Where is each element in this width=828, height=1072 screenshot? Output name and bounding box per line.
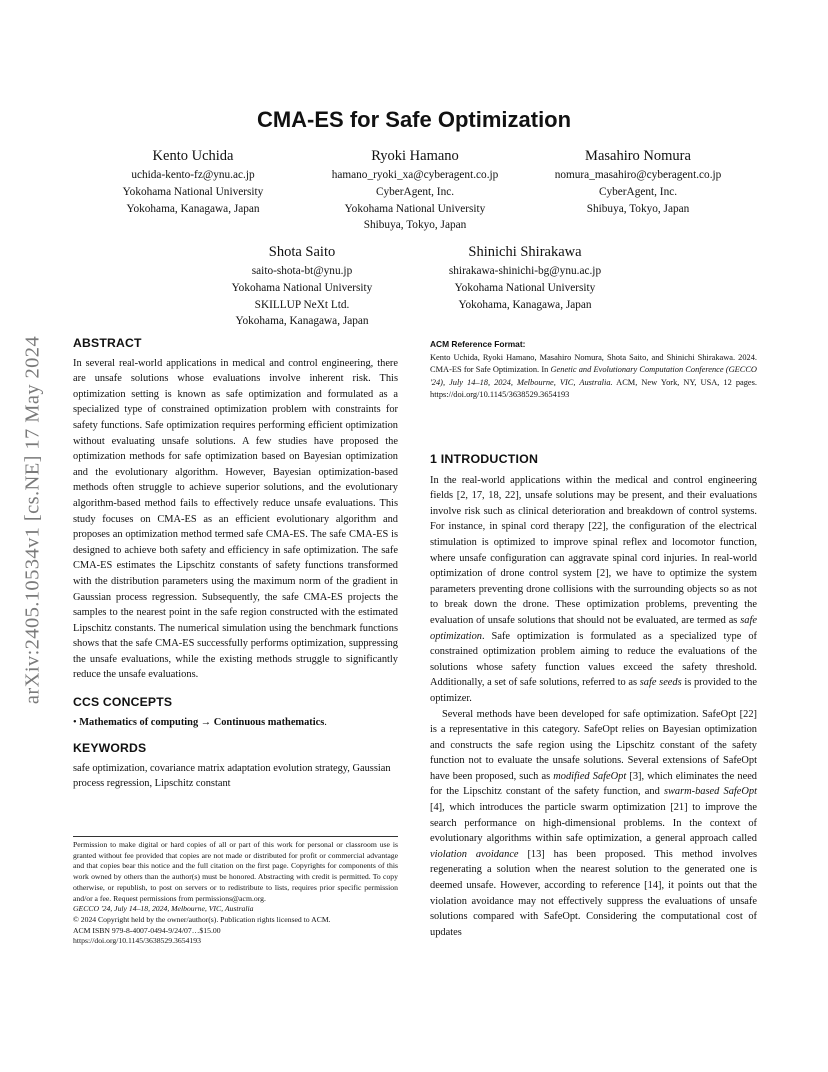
author-affiliation: CyberAgent, Inc. xyxy=(598,185,678,198)
author-name: Shota Saito xyxy=(268,244,336,260)
abstract-text: In several real-world applications in medical and control engineering, there are unsafe solutions whose evaluations involve inherent risk. This optimization setting is known as safe optimization and formulated as a specialized type of constrained optimization problem with constraints for safety functions. Safe optimization requires performing efficient optimization without evaluating unsafe solutions. A few studies have proposed the optimization methods for safe optimization based on Bayesian optimization and the evolutionary algorithm. However, Bayesian optimization-based methods often struggle to achieve superior solutions, and the evolutionary algorithm-based method fails to effectively reduce unsafe evaluations. This study focuses on CMA-ES as an efficient evolutionary algorithm and proposes an optimization method termed safe CMA-ES. The safe CMA-ES is designed to achieve both safety and efficiency in safe optimization. The safe CMA-ES estimates the Lipschitz constants of safety functions transformed with the distribution parameters using the maximum norm of the gradient in Gaussian process regression. Subsequently, the safe CMA-ES projects the samples to the nearest point in the safe region constructed with the estimated Lipschitz constants. The numerical simulation using the benchmark functions shows that the safe CMA-ES successfully performs optimization, suppressing the unsafe evaluations, while the existing methods struggle to significantly reduce the unsafe evaluations. xyxy=(73,357,398,681)
author-email: hamano_ryoki_xa@cyberagent.co.jp xyxy=(331,169,499,181)
author-location: Shibuya, Tokyo, Japan xyxy=(586,202,690,215)
intro-paragraph-2: Several methods have been developed for safe optimization. SafeOpt [22] is a representative in this category. SafeOpt relies on Bayesian optimization and constructs the safe region using the Lipschitz constant of the safety function not to evaluate the unsafe solutions. Several extensions of SafeOpt have been proposed, such as modified SafeOpt [3], which eliminates the need for the Lipschitz constant of the safety function, and swarm-based SafeOpt [4], which introduces the particle swarm optimization [21] to improve the search performance on high-dimensional problems. In the context of evolutionary algorithms within safe optimization, a general approach called violation avoidance [13] has been proposed. This method involves regenerating a solution when the nearest solution to the generated one is deemed unsafe. However, according to reference [14], it points out that the violation avoidance may not effectively suppress the evaluations of unsafe solutions compared with SafeOpt. Considering the computational cost of updates xyxy=(430,708,757,938)
author-email: shirakawa-shinichi-bg@ynu.ac.jp xyxy=(448,265,602,277)
arxiv-identifier: arXiv:2405.10534v1 [cs.NE] 17 May 2024 xyxy=(21,335,44,705)
acm-reference-format: ACM Reference Format: Kento Uchida, Ryoki Hamano, Masahiro Nomura, Shota Saito, and Shinichi Shirakawa. 2024. CMA-ES for Safe Optimization. In Genetic and Evolutionary Computation Conference (GECCO '24), July 14–18, 2024, Melbourne, VIC, Australia. ACM, New York, NY, USA, 12 pages. https://doi.org/10.1145/3638529.3654193 xyxy=(430,339,757,399)
author-block-2 xyxy=(304,147,526,234)
left-column xyxy=(73,336,398,792)
keywords-heading: KEYWORDS xyxy=(73,741,147,756)
ccs-concept: Mathematics of computing → Continuous mathematics xyxy=(79,716,325,728)
ccs-heading: CCS CONCEPTS xyxy=(73,695,173,710)
copyright-line: © 2024 Copyright held by the owner/author(s). Publication rights licensed to ACM. xyxy=(73,914,331,924)
author-block-5 xyxy=(414,243,636,313)
author-affiliation: Yokohama National University xyxy=(344,202,486,215)
author-block-4 xyxy=(201,243,403,330)
keywords-text: safe optimization, covariance matrix adaptation evolution strategy, Gaussian process regression, Lipschitz constant xyxy=(73,762,391,790)
author-location: Yokohama, Kanagawa, Japan xyxy=(126,202,260,215)
author-email: saito-shota-bt@ynu.jp xyxy=(251,265,353,277)
acm-reference-label: ACM Reference Format: xyxy=(430,339,526,349)
author-name: Masahiro Nomura xyxy=(585,148,691,164)
intro-paragraph-1: In the real-world applications within the medical and control engineering fields [2, 17, 18, 22], unsafe solutions may be present, and their evaluations involve risk such as clinical deterioration and breakdown of control systems. For instance, in spinal cord therapy [22], the configuration of the electrical stimulation is optimized to improve spinal reflex and locomotor function, where unsafe configuration can aggravate spinal cord injuries. In real-world optimization of drone control system [2], we have to optimize the system parameters preventing drone collisions with the surrounding objects so as not to break down the drone. These optimization problems, preventing the evaluation of unsafe solutions that should not be evaluated, are termed as safe optimization. Safe optimization is formulated as a specialized type of constrained optimization problem aiming to reduce the evaluations of the solutions whose safety function values exceed the safety threshold. Additionally, a set of safe solutions, referred to as safe seeds is provided to the optimizer. xyxy=(430,474,757,704)
arxiv-side-label xyxy=(22,280,44,760)
permission-notice xyxy=(73,836,398,947)
author-email: uchida-kento-fz@ynu.ac.jp xyxy=(131,169,255,181)
ccs-bullet: • xyxy=(73,716,77,728)
author-affiliation: CyberAgent, Inc. xyxy=(375,185,455,198)
doi-line: https://doi.org/10.1145/3638529.3654193 xyxy=(73,936,201,946)
paper-title: CMA-ES for Safe Optimization xyxy=(256,107,572,132)
author-name: Ryoki Hamano xyxy=(371,148,459,164)
author-block-1 xyxy=(93,147,293,217)
author-affiliation: SKILLUP NeXt Ltd. xyxy=(254,298,350,311)
author-location: Shibuya, Tokyo, Japan xyxy=(363,219,467,232)
author-affiliation: Yokohama National University xyxy=(454,281,596,294)
author-affiliation: Yokohama National University xyxy=(231,281,373,294)
permission-text: Permission to make digital or hard copies of all or part of this work for personal or classroom use is granted without fee provided that copies are not made or distributed for profit or commercial advantage and that copies bear this notice and the full citation on the first page. Copyrights for components of this work owned by others than the author(s) must be honored. Abstracting with credit is permitted. To copy otherwise, or republish, to post on servers or to redistribute to lists, requires prior specific permission and/or a fee. Request permissions from permissions@acm.org. xyxy=(73,840,398,903)
introduction-heading: 1 INTRODUCTION xyxy=(430,452,539,466)
conference-venue: GECCO '24, July 14–18, 2024, Melbourne, VIC, Australia xyxy=(73,904,254,914)
ccs-item: • Mathematics of computing → Continuous mathematics. xyxy=(73,716,327,728)
abstract-heading: ABSTRACT xyxy=(73,336,142,350)
author-block-3 xyxy=(528,147,748,217)
right-column xyxy=(430,452,757,940)
author-location: Yokohama, Kanagawa, Japan xyxy=(235,315,369,328)
author-location: Yokohama, Kanagawa, Japan xyxy=(458,298,592,311)
author-email: nomura_masahiro@cyberagent.co.jp xyxy=(554,169,722,181)
acm-reference-venue: Genetic and Evolutionary Computation Conference (GECCO '24), July 14–18, 2024, Melbourne, VIC, Australia. xyxy=(430,365,757,387)
author-name: Kento Uchida xyxy=(152,148,234,164)
author-affiliation: Yokohama National University xyxy=(122,185,264,198)
isbn-line: ACM ISBN 979-8-4007-0494-9/24/07…$15.00 xyxy=(73,925,221,935)
author-name: Shinichi Shirakawa xyxy=(468,244,582,260)
